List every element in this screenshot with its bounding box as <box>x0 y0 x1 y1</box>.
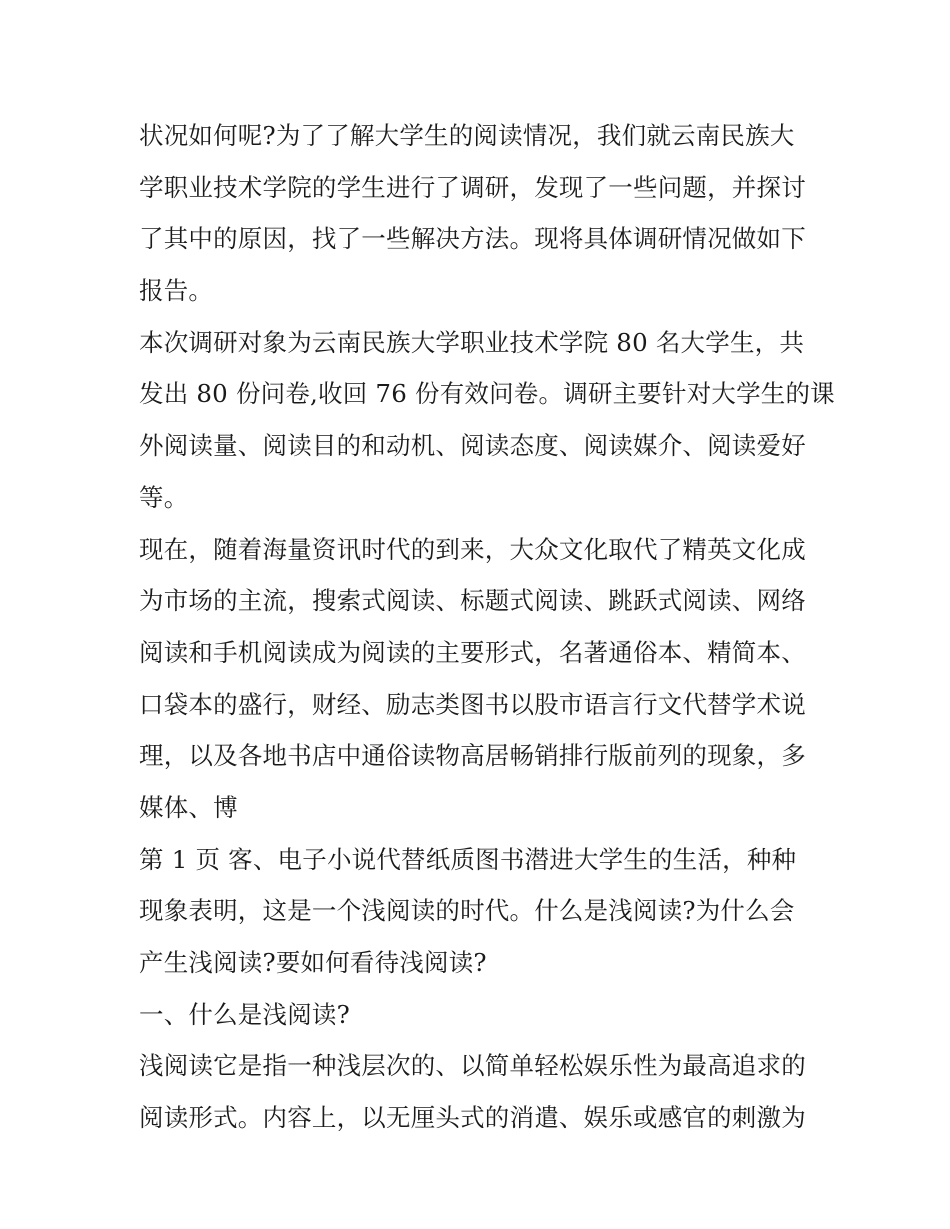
document-body <box>139 110 835 1144</box>
text-line: 等。 <box>139 482 189 512</box>
text-line: 发出 80 份问卷,收回 76 份有效问卷。调研主要针对大学生的课 <box>139 379 835 409</box>
text-line: 学职业技术学院的学生进行了调研，发现了一些问题，并探讨 <box>139 172 806 202</box>
page-footer-line: 第 1 页 客、电子小说代替纸质图书潜进大学生的生活，种种 <box>139 844 797 874</box>
text-line: 现在，随着海量资讯时代的到来，大众文化取代了精英文化成 <box>139 534 806 564</box>
text-line: 阅读和手机阅读成为阅读的主要形式，名著通俗本、精简本、 <box>139 637 806 667</box>
text-line: 本次调研对象为云南民族大学职业技术学院 80 名大学生，共 <box>139 327 805 357</box>
text-line: 为市场的主流，搜索式阅读、标题式阅读、跳跃式阅读、网络 <box>139 586 806 616</box>
text-line: 现象表明，这是一个浅阅读的时代。什么是浅阅读?为什么会 <box>139 896 795 926</box>
section-heading: 一、什么是浅阅读? <box>139 999 350 1029</box>
text-line: 状况如何呢?为了了解大学生的阅读情况，我们就云南民族大 <box>139 121 795 150</box>
text-line: 媒体、博 <box>139 792 238 822</box>
text-line: 产生浅阅读?要如何看待浅阅读? <box>139 948 487 977</box>
text-line: 阅读形式。内容上，以无厘头式的消遣、娱乐或感官的刺激为 <box>139 1103 806 1133</box>
text-line: 外阅读量、阅读目的和动机、阅读态度、阅读媒介、阅读爱好 <box>139 431 806 461</box>
text-line: 报告。 <box>139 276 214 306</box>
text-line: 了其中的原因，找了一些解决方法。现将具体调研情况做如下 <box>139 224 806 254</box>
text-line: 口袋本的盛行，财经、励志类图书以股市语言行文代替学术说 <box>139 689 806 719</box>
text-line: 理，以及各地书店中通俗读物高居畅销排行版前列的现象，多 <box>139 741 806 771</box>
text-line: 浅阅读它是指一种浅层次的、以简单轻松娱乐性为最高追求的 <box>139 1051 806 1081</box>
